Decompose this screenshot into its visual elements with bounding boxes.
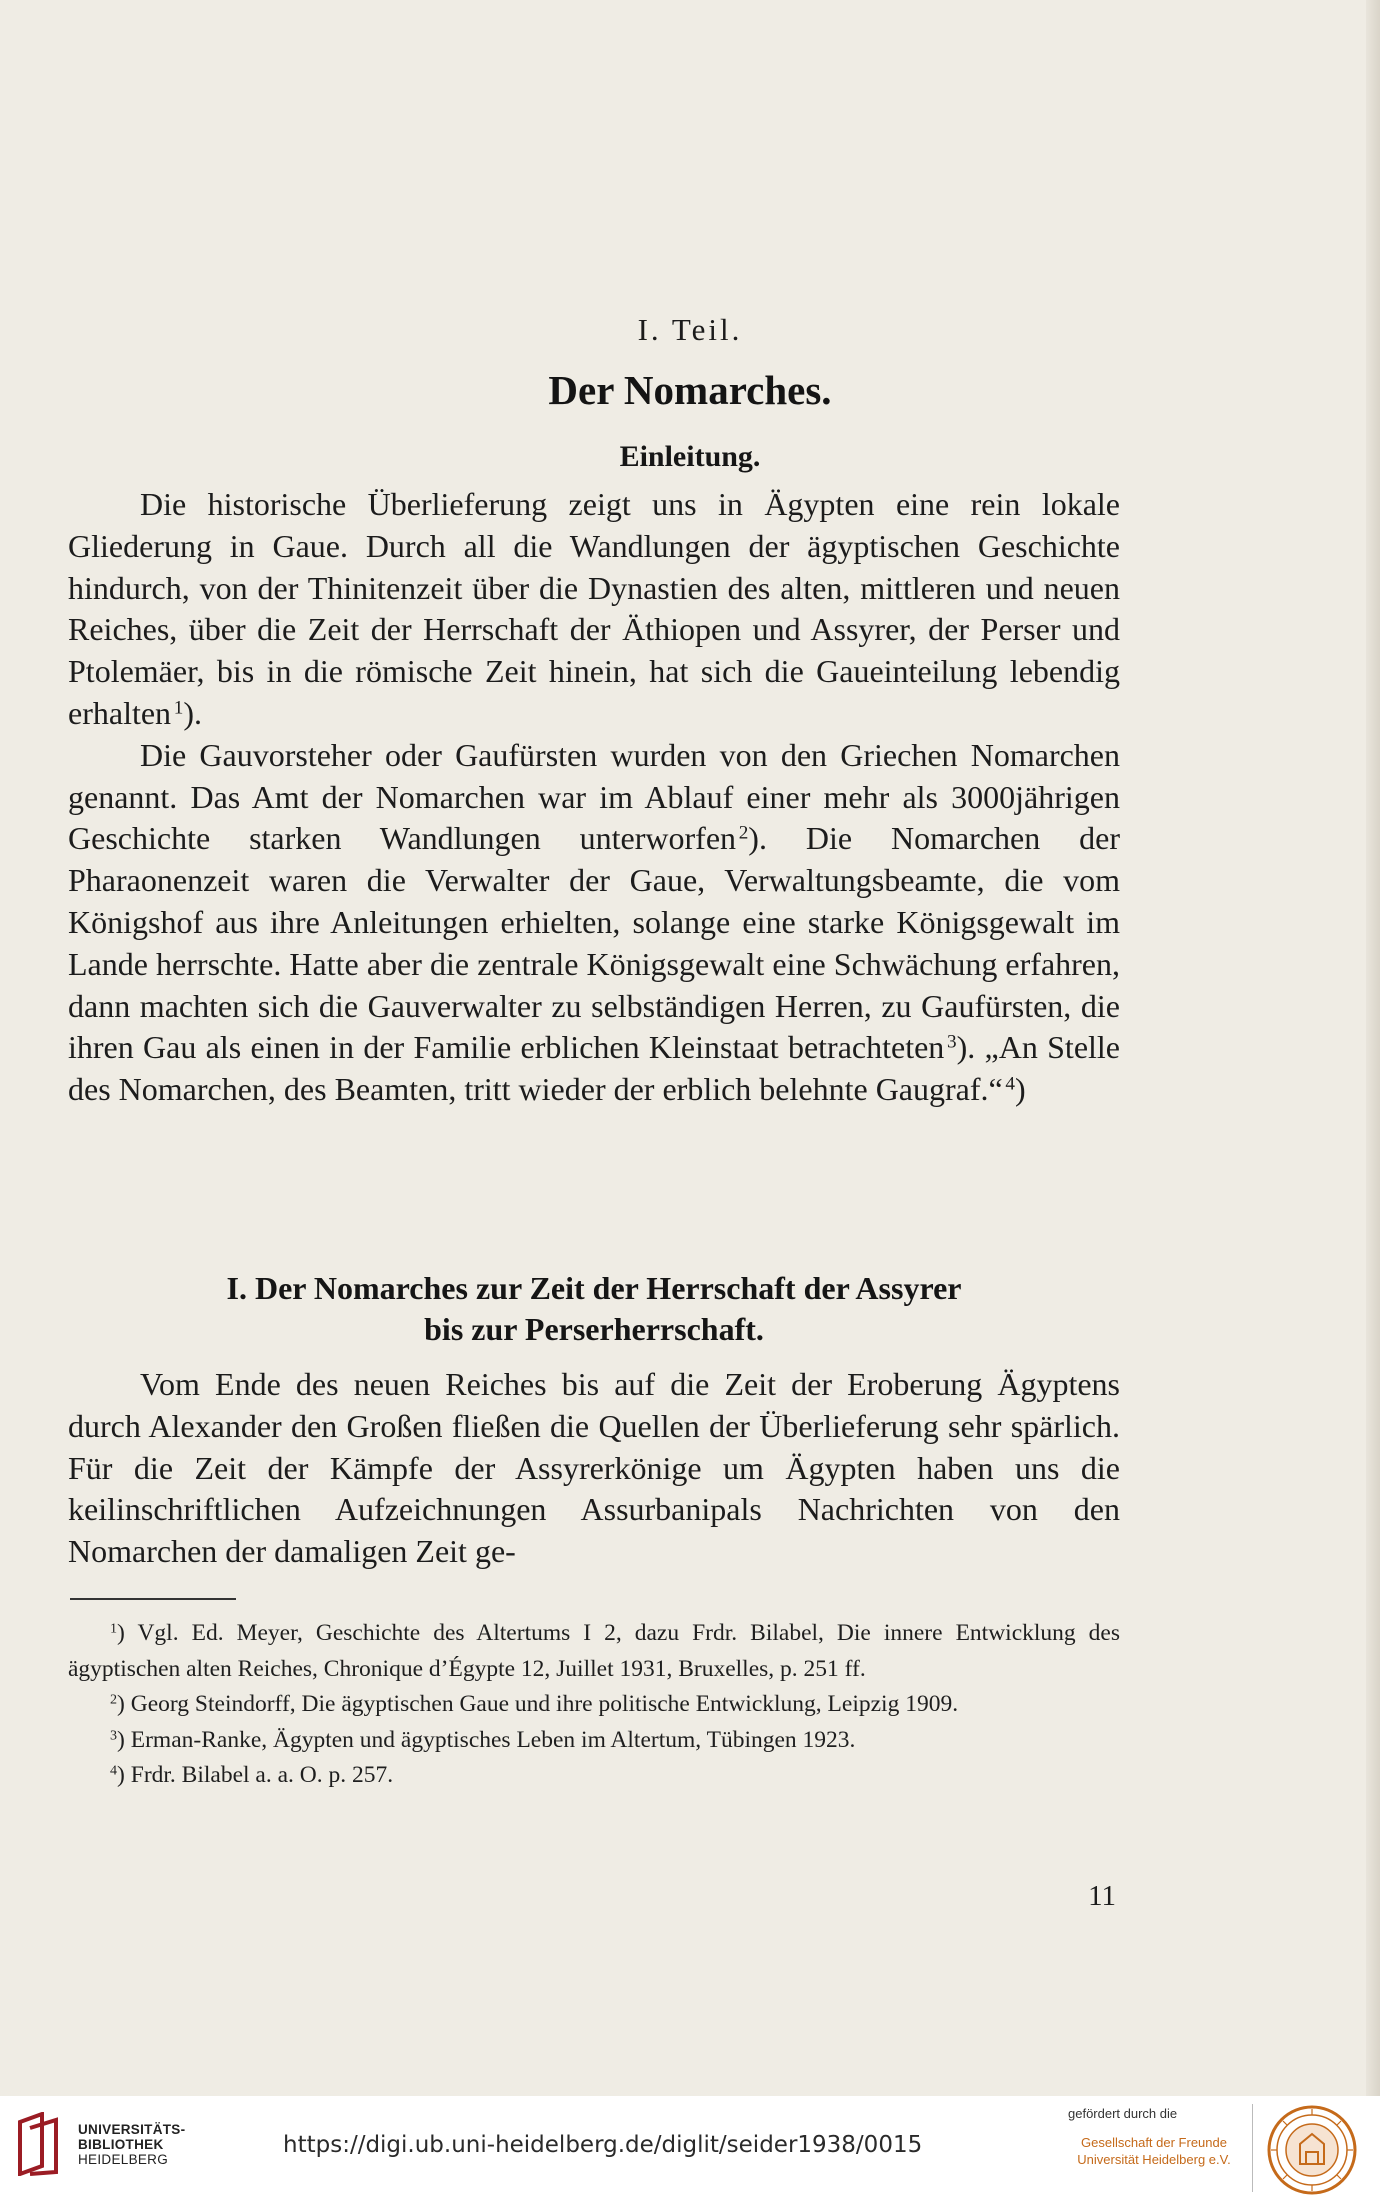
- sponsor-note: [1066, 2105, 1242, 2168]
- footnote-3-text: ) Erman-Ranke, Ägypten und ägyptisches Leben im Altertum, Tübingen 1923.: [117, 1726, 856, 1753]
- permalink-url[interactable]: https://digi.ub.uni-heidelberg.de/diglit/seider1938/0015: [283, 2132, 923, 2158]
- library-name: [78, 2122, 185, 2167]
- paragraph-2: [68, 735, 1120, 1111]
- footnote-3: [68, 1723, 1120, 1759]
- section-body: [68, 1364, 1120, 1573]
- footnote-1-text: ) Vgl. Ed. Meyer, Geschichte des Altertums I 2, dazu Frdr. Bilabel, Die innere Entwicklung des ägyptischen alten Reiches, Chronique d’Égypte 12, Juillet 1931, Bruxelles, p. 251 ff.: [68, 1620, 1120, 1682]
- footnotes: [68, 1616, 1120, 1794]
- section-heading: [68, 1268, 1120, 1350]
- section-heading-line-2: bis zur Perserherrschaft.: [424, 1311, 764, 1347]
- footnote-4: [68, 1758, 1120, 1794]
- footnote-3-number: 3: [110, 1726, 118, 1743]
- footer-divider: [1252, 2104, 1253, 2192]
- paragraph-1-text: Die historische Überlieferung zeigt uns in Ägypten eine rein lokale Gliederung in Gaue. Durch all die Wandlungen der ägyptischen Geschichte hindurch, von der Thinitenzeit über die Dynastien des alten, mittleren und neuen Reiches, über die Zeit der Herrschaft der Äthiopen und Assyrer, der Perser und Ptolemäer, bis in die römische Zeit hinein, hat sich die Gaueinteilung lebendig erhalten: [68, 486, 1120, 731]
- footnote-ref-2: 2: [738, 822, 749, 844]
- footnote-ref-3: 3: [946, 1031, 957, 1053]
- library-name-line-2: BIBLIOTHEK: [78, 2137, 164, 2152]
- footnote-1: [68, 1616, 1120, 1687]
- section-heading-line-1: I. Der Nomarches zur Zeit der Herrschaft der Assyrer: [226, 1270, 962, 1306]
- footnote-2: [68, 1687, 1120, 1723]
- paragraph-2-text-b: ). Die Nomarchen der Pharaonenzeit waren die Verwalter der Gaue, Verwaltungsbeamte, die vom Königshof aus ihre Anleitungen erhielten, solange eine starke Königsgewalt im Lande herrschte. Hatte aber die zentrale Königsgewalt eine Schwächung erfahren, dann machten sich die Gauverwalter zu selbständigen Herren, zu Gaufürsten, die ihren Gau als einen in der Familie erblichen Kleinstaat betrachteten: [68, 820, 1121, 1066]
- paragraph-2-text-d: ): [1014, 1071, 1026, 1108]
- library-name-line-3: HEIDELBERG: [78, 2152, 169, 2167]
- sponsor-org-line-1: Gesellschaft der Freunde: [1081, 2135, 1227, 2150]
- paragraph-3: Vom Ende des neuen Reiches bis auf die Zeit der Eroberung Ägyptens durch Alexander den Großen fließen die Quellen der Überlieferung sehr spärlich. Für die Zeit der Kämpfe der Assyrerkönige um Ägypten haben uns die keilinschriftlichen Aufzeichnungen Assurbanipals Nachrichten von den Nomarchen der damaligen Zeit ge-: [68, 1366, 1120, 1570]
- intro-heading: Einleitung.: [619, 440, 761, 473]
- paragraph-1: [68, 484, 1120, 735]
- library-logo-icon[interactable]: [16, 2112, 64, 2176]
- part-heading: I. Teil.: [637, 312, 743, 347]
- paragraph-1-end: ).: [183, 694, 202, 731]
- chapter-title: Der Nomarches.: [548, 367, 832, 413]
- footnote-ref-1: 1: [173, 697, 184, 719]
- footnote-4-text: ) Frdr. Bilabel a. a. O. p. 257.: [117, 1762, 394, 1788]
- university-seal-icon[interactable]: [1266, 2104, 1358, 2196]
- library-name-line-1: UNIVERSITÄTS-: [78, 2122, 186, 2137]
- sponsor-lead: gefördert durch die: [1068, 2106, 1178, 2121]
- footnote-4-number: 4: [110, 1762, 118, 1779]
- page-number: 11: [1088, 1880, 1116, 1912]
- footnote-1-number: 1: [110, 1620, 118, 1637]
- sponsor-org-line-2: Universität Heidelberg e.V.: [1077, 2152, 1231, 2167]
- footnote-ref-4: 4: [1005, 1073, 1015, 1095]
- paragraph-2-text-c: ). „An Stelle des Nomarchen, des Beamten, tritt wieder der erblich belehnte Gaugraf.“: [68, 1029, 1121, 1108]
- footnote-2-number: 2: [110, 1691, 118, 1708]
- intro-body: [68, 484, 1120, 1111]
- footnote-separator: [70, 1598, 236, 1600]
- footnote-2-text: ) Georg Steindorff, Die ägyptischen Gaue und ihre politische Entwicklung, Leipzig 1909.: [117, 1691, 959, 1717]
- paragraph-2-text-a: Die Gauvorsteher oder Gaufürsten wurden von den Griechen Nomarchen genannt. Das Amt der Nomarchen war im Ablauf einer mehr als 3000jährigen Geschichte starken Wandlungen unterworfen: [68, 736, 1120, 857]
